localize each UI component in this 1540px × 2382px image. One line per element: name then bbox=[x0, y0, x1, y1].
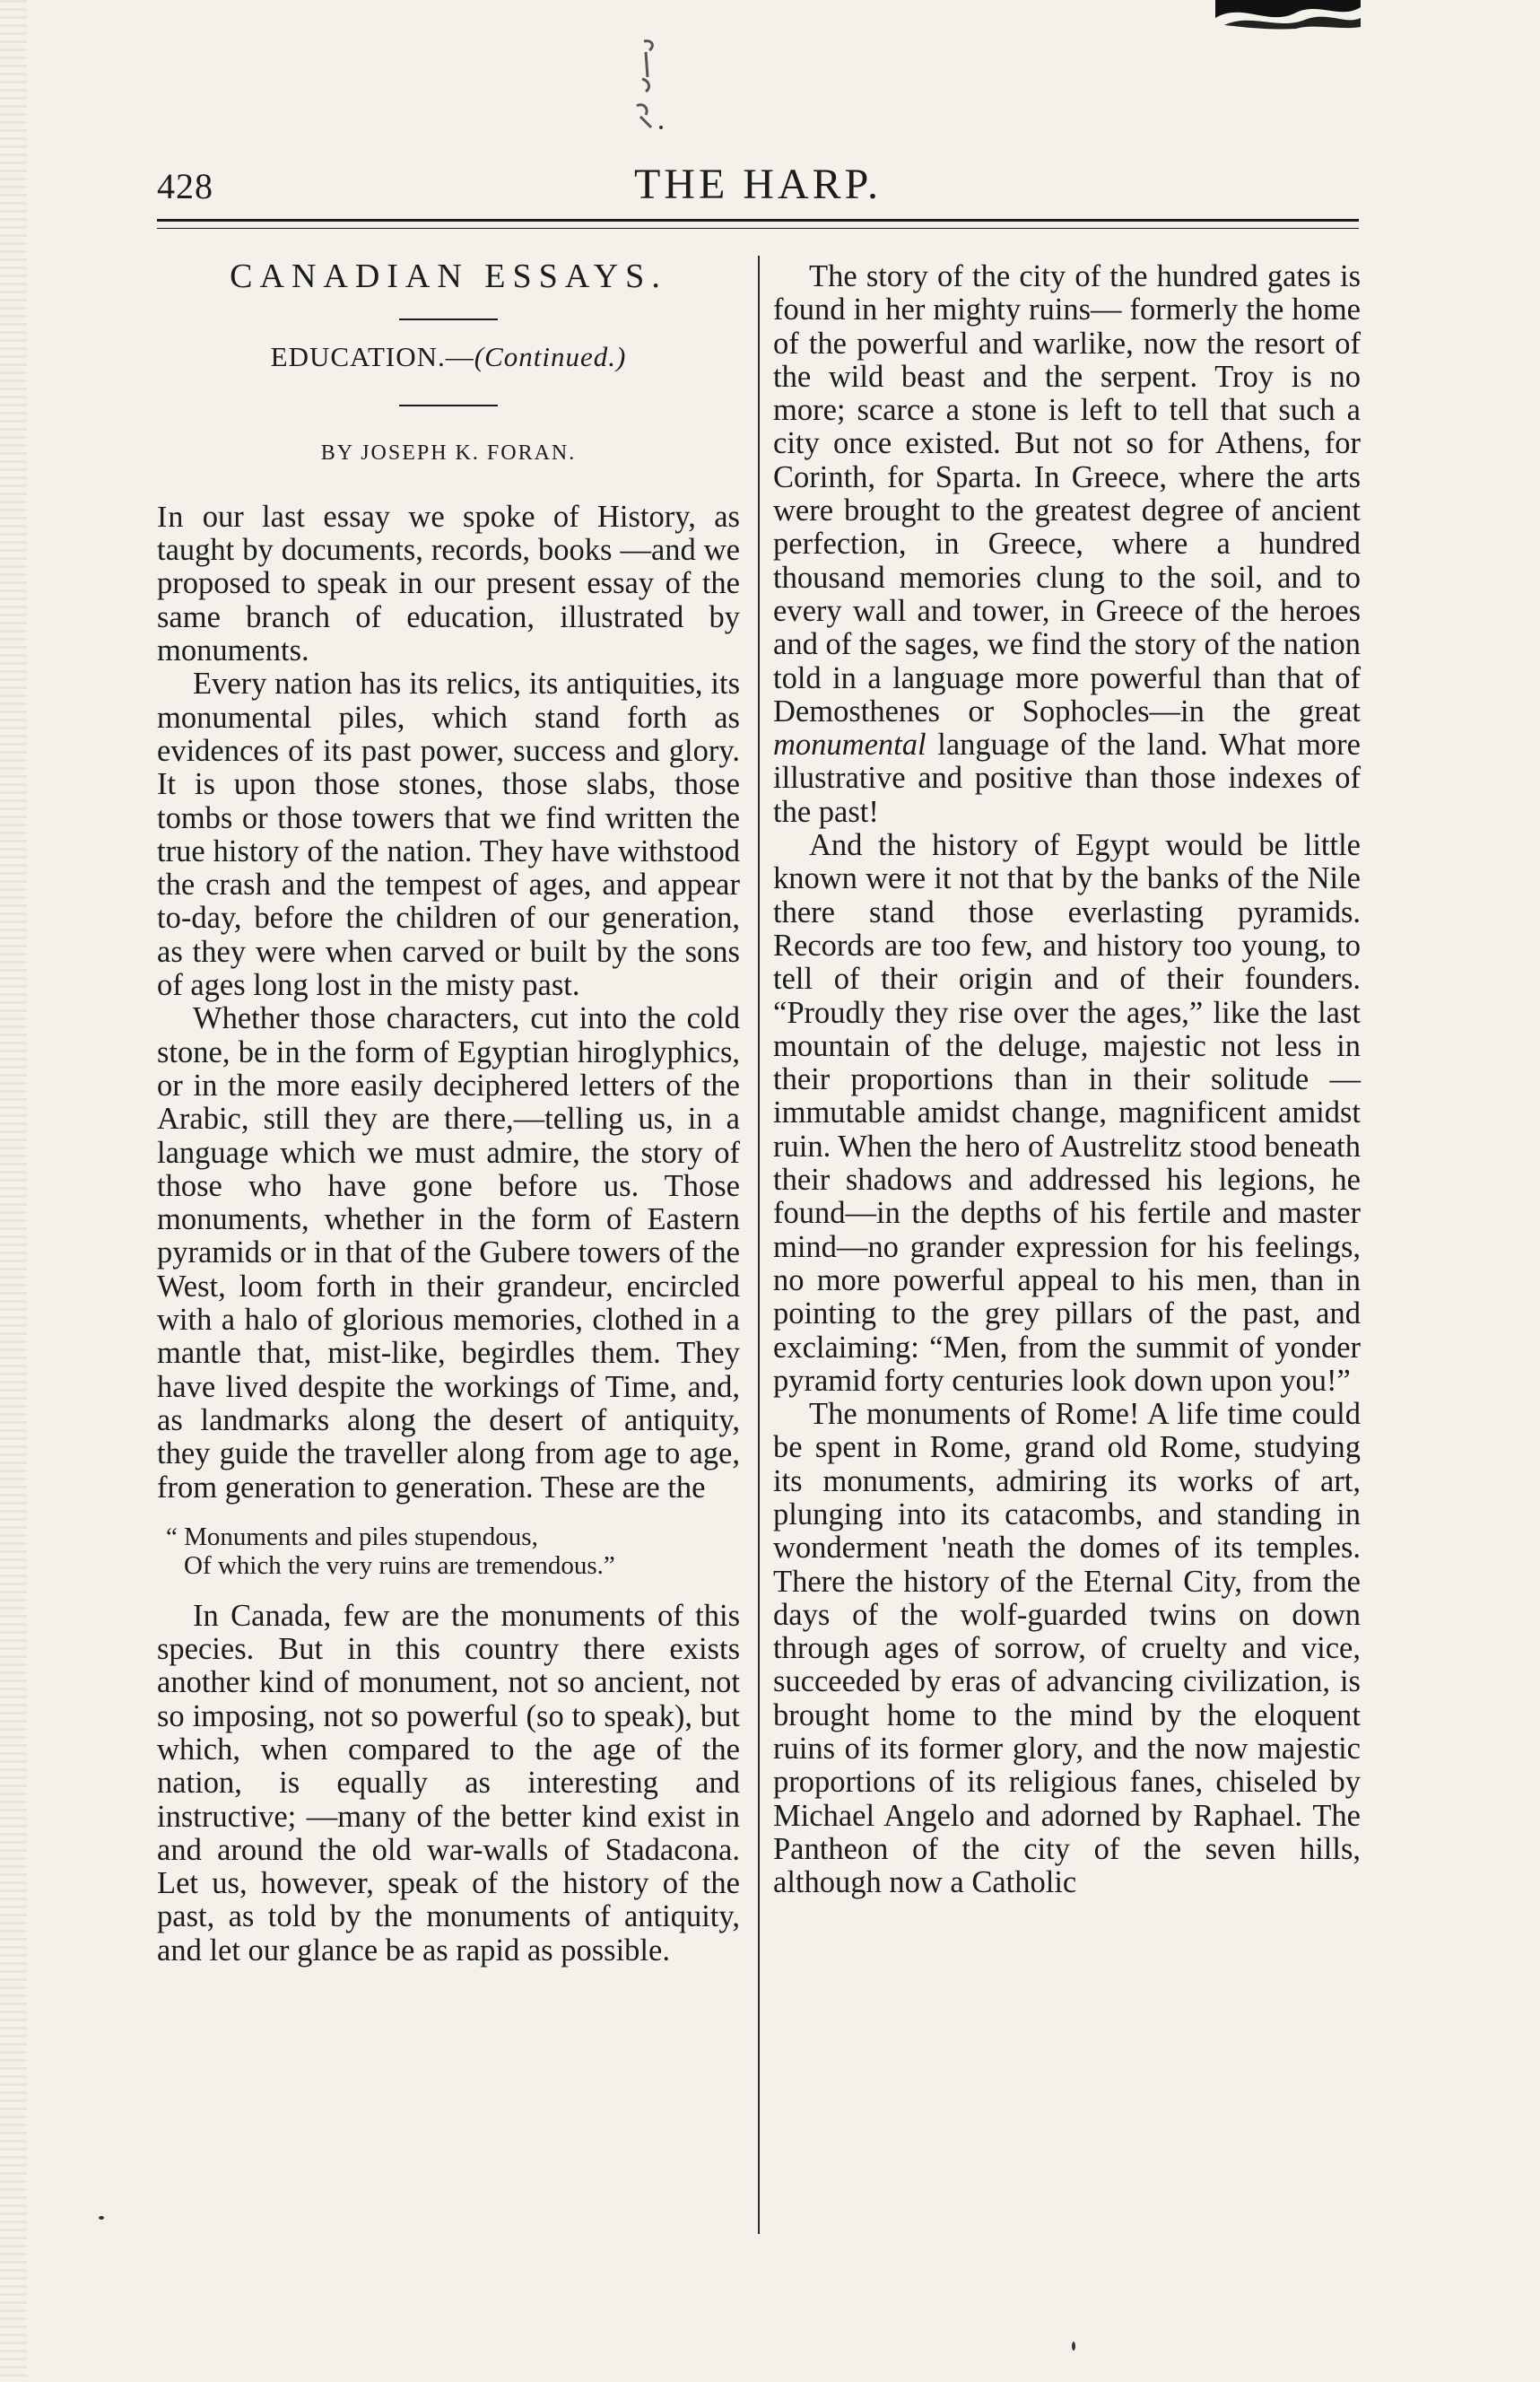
page-edge-shading bbox=[0, 0, 27, 2382]
paragraph bbox=[773, 260, 1361, 829]
quote-line: “ Monuments and piles stupendous, bbox=[166, 1522, 538, 1551]
running-title: THE HARP. bbox=[633, 161, 883, 208]
paragraph-text: our last essay we spoke of History, as taught by documents, records, books —and we proposed to speak in our present essay of the same branch of education, illustrated by monuments. bbox=[157, 499, 740, 668]
byline: BY JOSEPH K. FORAN. bbox=[320, 441, 577, 465]
paragraph-text: The story of the city of the hundred gates is found in her mighty ruins— formerly the home of the powerful and warlike, now the resort of the wild beast and the serpent. Troy is no more; scarce a stone is left to tell that such a city once existed. But not so for Athens, for Corinth, for Sparta. In Greece, where the arts were brought to the greatest degree of ancient perfection, in Greece, where a hundred thousand memories clung to the soil, and to every wall and tower, in Greece of the heroes and of the sages, we find the story of the nation told in a language more powerful than that of Demosthenes or Sophocles—in the great bbox=[773, 259, 1361, 729]
page-number: 428 bbox=[157, 166, 213, 206]
paragraph: Whether those characters, cut into the cold stone, be in the form of Egyptian hiroglyphics, or in the more easily deciphered letters of the Arabic, still they are there,—telling us, in a language which we must admire, the story of those who have gone before us. Those monuments, whether in the form of Eastern pyramids or in that of the Gubere towers of the West, loom forth in their grandeur, encircled with a halo of glorious memories, clothed in a mantle that, mist-like, begirdles them. They have lived despite the workings of Time, and, as landmarks along the desert of antiquity, they guide the traveller along from age to age, from generation to generation. These are the bbox=[157, 1001, 740, 1505]
right-column bbox=[773, 260, 1361, 1900]
paragraph: In Canada, few are the monuments of this species. But in this country there exists another kind of monument, not so ancient, not so imposing, not so powerful (so to speak), but which, when compared to the age of the nation, is equally as interesting and instructive; —many of the better kind exist in and around the old war-walls of Stadacona. Let us, however, speak of the history of the past, as told by the monuments of antiquity, and let our glance be as rapid as possible. bbox=[157, 1598, 740, 1968]
paragraph-text: language of the land. What more illustrative and positive than those indexes of the past! bbox=[773, 728, 1361, 829]
print-speck bbox=[99, 2216, 104, 2220]
subtitle-main: EDUCATION.— bbox=[270, 341, 474, 373]
print-speck bbox=[659, 126, 663, 129]
paragraph: Every nation has its relics, its antiquities, its monumental piles, which stand forth as evidences of its past power, success and glory. It is upon those stones, those slabs, those tombs or those towers that we find written the true history of the nation. They have withstood the crash and the tempest of ages, and appear to-day, before the children of our generation, as they were when carved or built by the sons of ages long lost in the misty past. bbox=[157, 667, 740, 1003]
title-rule bbox=[399, 318, 498, 320]
header-rule-thin bbox=[157, 228, 1359, 229]
paragraph-opening-word: In bbox=[157, 500, 185, 534]
italic-word: monumental bbox=[773, 728, 927, 763]
quote-line: Of which the very ruins are tremendous.” bbox=[184, 1550, 615, 1580]
paragraph: The monuments of Rome! A life time could be spent in Rome, grand old Rome, studying its monuments, admiring its works of art, plunging into its catacombs, and standing in wonderment 'neath the domes of its temples. There the history of the Eternal City, from the days of the wolf-guarded twins on down through ages of sorrow, of cruelty and vice, succeeded by eras of advancing civilization, is brought home to the mind by the eloquent ruins of its former glory, and the now majestic proportions of its religious fanes, chiseled by Michael Angelo and adorned by Raphael. The Pantheon of the city of the seven hills, although now a Catholic bbox=[773, 1397, 1361, 1900]
print-speck bbox=[1072, 2342, 1075, 2351]
torn-corner-mark bbox=[1215, 0, 1361, 31]
column-divider bbox=[758, 256, 760, 2234]
subtitle-rule bbox=[399, 405, 498, 406]
subtitle-continued: (Continued.) bbox=[474, 341, 627, 373]
paragraph bbox=[157, 501, 740, 667]
header-rule-thick bbox=[157, 219, 1359, 222]
ink-smudge-mark bbox=[610, 34, 682, 142]
essay-subtitle bbox=[157, 340, 740, 373]
essay-title: CANADIAN ESSAYS. bbox=[230, 257, 667, 295]
paragraph: And the history of Egypt would be little known were it not that by the banks of the Nile there stand those everlasting pyramids. Records are too few, and history too young, to tell of their origin and of their founders. “Proudly they rise over the ages,” like the last mountain of the deluge, majestic not less in their proportions than in their solitude — immutable amidst change, magnificent amidst ruin. When the hero of Austrelitz stood beneath their shadows and addressed his legions, he found—in the depths of his fertile and master mind—no grander expression for his feelings, no more powerful appeal to his men, than in pointing to the grey pillars of the past, and exclaiming: “Men, from the summit of yonder pyramid forty centuries look down upon you!” bbox=[773, 828, 1361, 1398]
left-column bbox=[157, 257, 740, 1968]
page-header bbox=[157, 160, 1359, 214]
verse-quote bbox=[166, 1523, 740, 1580]
